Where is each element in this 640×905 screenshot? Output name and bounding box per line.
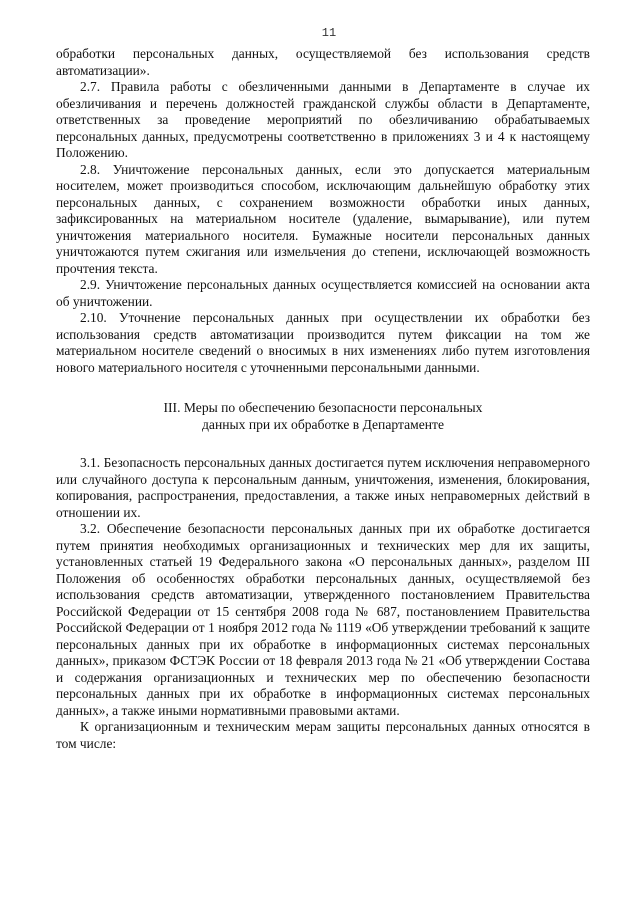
paragraph-2-9: 2.9. Уничтожение персональных данных осуществляется комиссией на основании акта об уничтожении. bbox=[56, 277, 590, 309]
paragraph-2-10: 2.10. Уточнение персональных данных при осуществлении их обработки без использования средств автоматизации производится путем фиксации на том же материальном носителе сведений о вносимых в них изменениях либо путем изготовления нового материального носителя с уточненными персональными данными. bbox=[56, 310, 590, 375]
paragraph-3-1: 3.1. Безопасность персональных данных достигается путем исключения неправомерного или случайного доступа к персональным данным, уничтожения, изменения, блокирования, копирования, распространения, предоставления, а также иных неправомерных действий в отношении их. bbox=[56, 455, 590, 520]
page-number: 11 bbox=[321, 26, 337, 40]
paragraph-continuation: обработки персональных данных, осуществляемой без использования средств автоматизации». bbox=[56, 46, 590, 78]
section-heading-line-2: данных при их обработке в Департаменте bbox=[202, 416, 444, 432]
paragraph-measures-intro: К организационным и техническим мерам защиты персональных данных относятся в том числе: bbox=[56, 719, 590, 751]
paragraphs-before bbox=[56, 46, 590, 376]
paragraph-2-8: 2.8. Уничтожение персональных данных, если это допускается материальным носителем, может производиться способом, исключающим дальнейшую обработку этих персональных данных, с сохранением возможности обработки иных данных, зафиксированных на материальном носителе (удаление, вымарывание), или путем уничтожения материального носителя. Бумажные носители персональных данных уничтожаются путем сжигания или измельчения до степени, исключающей возможность прочтения текста. bbox=[56, 161, 590, 276]
section-heading bbox=[56, 400, 590, 433]
section-heading-line-1: III. Меры по обеспечению безопасности персональных bbox=[163, 400, 483, 415]
paragraphs-after bbox=[56, 455, 590, 752]
paragraph-3-2: 3.2. Обеспечение безопасности персональных данных при их обработке достигается путем принятия необходимых организационных и технических мер для их защиты, установленных статьей 19 Федерального закона «О персональных данных», разделом III Положения об особенностях обработки персональных данных, осуществляемой без использования средств автоматизации, утвержденного постановлением Правительства Российской Федерации от 15 сентября 2008 года № 687, постановлением Правительства Российской Федерации от 1 ноября 2012 года № 1119 «Об утверждении требований к защите персональных данных при их обработке в информационных системах персональных данных», приказом ФСТЭК России от 18 февраля 2013 года № 21 «Об утверждении Состава и содержания организационных и технических мер по обеспечению безопасности персональных данных при их обработке в информационных системах персональных данных», а также иными нормативными правовыми актами. bbox=[56, 521, 590, 718]
paragraph-2-7: 2.7. Правила работы с обезличенными данными в Департаменте в случае их обезличивания и перечень должностей гражданской службы области в Департаменте, ответственных за проведение мероприятий по обезличиванию обрабатываемых персональных данных, предусмотрены соответственно в приложениях 3 и 4 к настоящему Положению. bbox=[56, 79, 590, 160]
